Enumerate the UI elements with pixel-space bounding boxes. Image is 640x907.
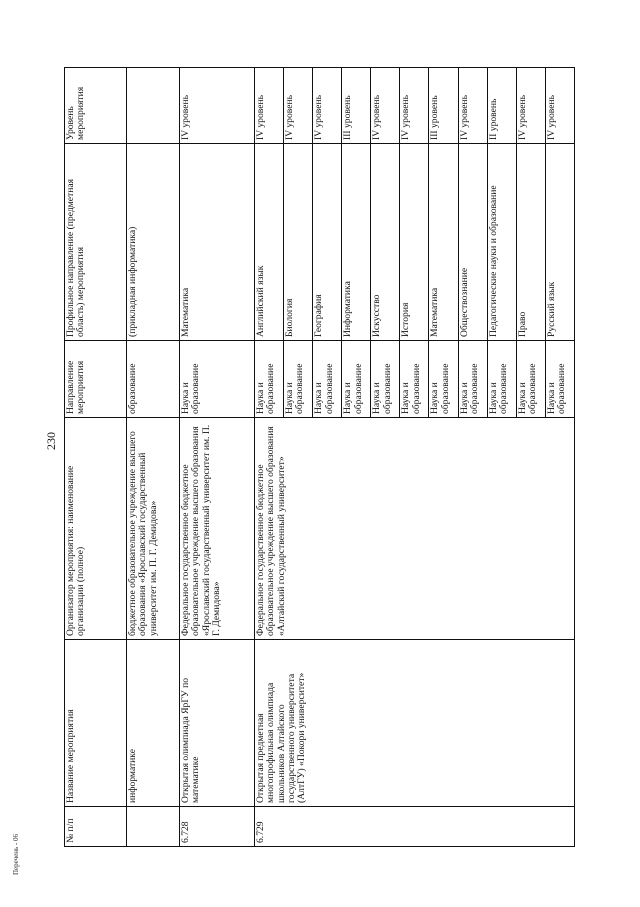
cell-profile: Английский язык — [255, 144, 284, 341]
table-row — [255, 68, 284, 847]
cell-profile: История — [400, 144, 429, 341]
cell-profile: (прикладная информатика) — [127, 144, 180, 341]
cell-direction: Наука и образование — [458, 341, 487, 418]
rotated-table-container — [64, 67, 575, 847]
cell-direction: Наука и образование — [284, 341, 313, 418]
cell-direction: Наука и образование — [487, 341, 516, 418]
cell-level: IV уровень — [284, 68, 313, 144]
cell-profile: Математика — [429, 144, 458, 341]
cell-level: II уровень — [487, 68, 516, 144]
events-table — [64, 67, 575, 847]
header-level: Уровень мероприятия — [65, 68, 127, 144]
cell-level: IV уровень — [180, 68, 255, 144]
cell-organizer: Федеральное государственное бюджетное образовательное учреждение высшего образования «Алтайский государственный университет» — [255, 418, 575, 640]
cell-direction: Наука и образование — [516, 341, 545, 418]
cell-level: IV уровень — [255, 68, 284, 144]
header-organizer: Организатор мероприятия: наименование организации (полное) — [65, 418, 127, 640]
cell-name: Открытая олимпиада ЯрГУ по математике — [180, 640, 255, 807]
cell-profile: Обществознание — [458, 144, 487, 341]
cell-profile: Право — [516, 144, 545, 341]
header-profile: Профильное направление (предметная область) мероприятия — [65, 144, 127, 341]
cell-direction: Наука и образование — [400, 341, 429, 418]
cell-profile: Математика — [180, 144, 255, 341]
cell-direction: Наука и образование — [429, 341, 458, 418]
cell-direction: Наука и образование — [180, 341, 255, 418]
cell-profile: Русский язык — [545, 144, 574, 341]
cell-organizer: Федеральное государственное бюджетное образовательное учреждение высшего образования «Ярославский государственный университет им. П. Г. Демидова» — [180, 418, 255, 640]
cell-direction: Наука и образование — [545, 341, 574, 418]
cell-name: Открытая предметная многопрофильная олимпиада школьников Алтайского государственного университета (АлтГУ) «Покори университет» — [255, 640, 575, 807]
cell-level: IV уровень — [516, 68, 545, 144]
header-name: Название мероприятия — [65, 640, 127, 807]
cell-direction: Наука и образование — [371, 341, 400, 418]
cell-profile: Информатика — [342, 144, 371, 341]
table-row — [180, 68, 255, 847]
page-number: 230 — [44, 432, 58, 450]
header-row — [65, 68, 127, 847]
cell-no — [127, 807, 180, 847]
cell-level: IV уровень — [371, 68, 400, 144]
cell-level: IV уровень — [458, 68, 487, 144]
cell-profile: Искусство — [371, 144, 400, 341]
cell-level — [127, 68, 180, 144]
header-no: № п/п — [65, 807, 127, 847]
cell-direction: Наука и образование — [255, 341, 284, 418]
table-row — [127, 68, 180, 847]
cell-direction: Наука и образование — [313, 341, 342, 418]
footer-note: Перечень - 06 — [12, 834, 20, 875]
cell-organizer: бюджетное образовательное учреждение высшего образования «Ярославский государственный университет им. П. Г. Демидова» — [127, 418, 180, 640]
cell-level: IV уровень — [545, 68, 574, 144]
cell-level: IV уровень — [313, 68, 342, 144]
cell-level: III уровень — [429, 68, 458, 144]
cell-direction: образование — [127, 341, 180, 418]
cell-profile: География — [313, 144, 342, 341]
cell-profile: Педагогические науки и образование — [487, 144, 516, 341]
cell-level: IV уровень — [400, 68, 429, 144]
cell-no: 6.729 — [255, 807, 575, 847]
cell-direction: Наука и образование — [342, 341, 371, 418]
header-direction: Направление мероприятия — [65, 341, 127, 418]
cell-profile: Биология — [284, 144, 313, 341]
cell-name: информатике — [127, 640, 180, 807]
cell-level: III уровень — [342, 68, 371, 144]
cell-no: 6.728 — [180, 807, 255, 847]
